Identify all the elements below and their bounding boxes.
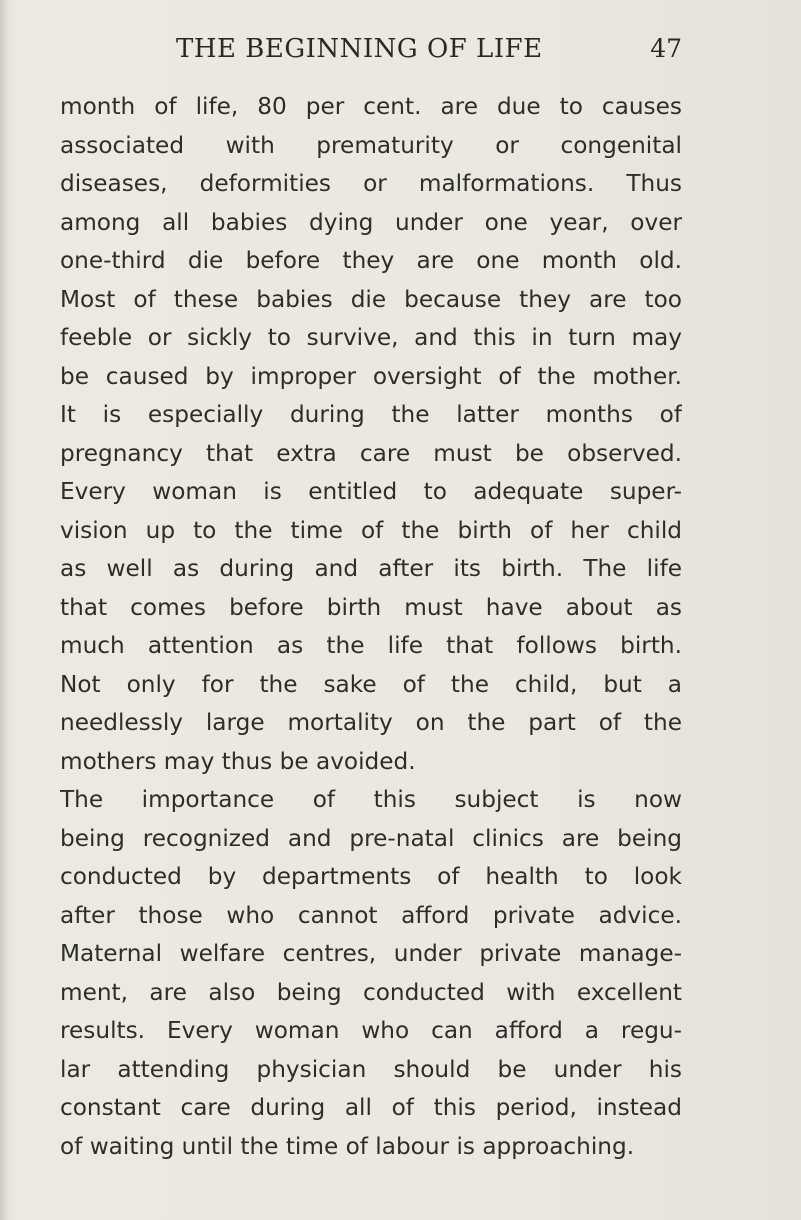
text-line: that comes before birth must have about as <box>60 593 682 621</box>
page-header <box>60 30 682 74</box>
text-line: as well as during and after its birth. The life <box>60 555 682 582</box>
text-line: being recognized and pre-natal clinics are being <box>60 824 682 852</box>
text-line: Not only for the sake of the child, but a <box>60 670 682 698</box>
text-line: ment, are also being conducted with excellent <box>60 978 682 1006</box>
text-line: mothers may thus be avoided. <box>60 747 416 775</box>
page-spine-shadow <box>0 0 8 1220</box>
text-line-paragraph-start: The importance of this subject is now <box>60 786 682 813</box>
body-text <box>60 88 682 1166</box>
text-line: Most of these babies die because they are too <box>60 285 682 313</box>
page-number: 47 <box>650 34 682 63</box>
text-line: conducted by departments of health to look <box>60 863 682 890</box>
text-line: Every woman is entitled to adequate super- <box>60 478 682 505</box>
running-head: THE BEGINNING OF LIFE <box>176 34 543 64</box>
text-line: month of life, 80 per cent. are due to causes <box>60 93 682 120</box>
text-line: vision up to the time of the birth of her child <box>60 516 682 544</box>
text-line: one-third die before they are one month old. <box>60 247 682 274</box>
text-line: pregnancy that extra care must be observed. <box>60 439 682 467</box>
text-line: after those who cannot afford private advice. <box>60 901 682 929</box>
text-line: feeble or sickly to survive, and this in turn may <box>60 324 682 351</box>
text-line: among all babies dying under one year, over <box>60 208 682 236</box>
text-line: Maternal welfare centres, under private manage- <box>60 940 682 967</box>
text-line: results. Every woman who can afford a regu- <box>60 1017 682 1044</box>
text-line: associated with prematurity or congenital <box>60 131 682 159</box>
text-line: needlessly large mortality on the part of the <box>60 709 682 736</box>
text-line: It is especially during the latter months of <box>60 401 682 428</box>
text-line: constant care during all of this period, instead <box>60 1094 682 1121</box>
text-line: much attention as the life that follows birth. <box>60 632 682 659</box>
text-line: be caused by improper oversight of the mother. <box>60 362 682 390</box>
text-line: lar attending physician should be under his <box>60 1055 682 1083</box>
text-line: of waiting until the time of labour is approaching. <box>60 1132 635 1160</box>
text-line: diseases, deformities or malformations. Thus <box>60 170 682 197</box>
